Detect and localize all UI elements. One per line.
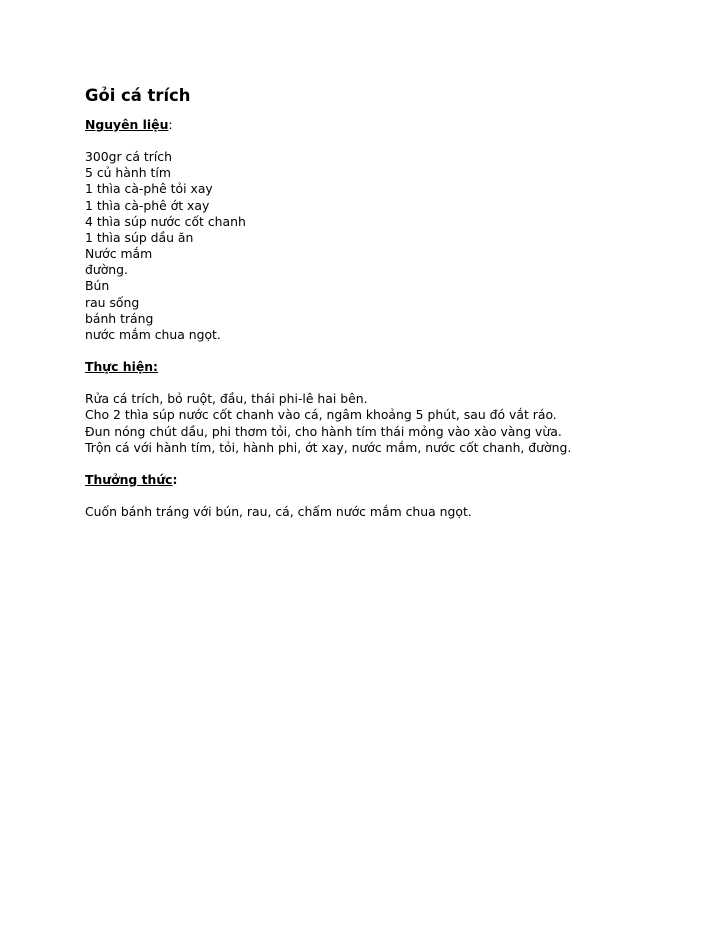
ingredient-item: 1 thìa cà-phê ớt xay (85, 197, 210, 213)
serving-heading (85, 472, 695, 488)
method-step: Cho 2 thìa súp nước cốt chanh vào cá, ngâm khoảng 5 phút, sau đó vắt ráo. (85, 407, 557, 423)
ingredient-item: rau sống (85, 294, 140, 310)
ingredients-list (85, 149, 695, 343)
ingredient-item: 1 thìa súp dầu ăn (85, 229, 194, 245)
serving-heading-colon: : (172, 471, 178, 487)
section-spacer (85, 343, 695, 359)
recipe-title: Gỏi cá trích (85, 86, 191, 105)
ingredient-item: Nước mắm (85, 246, 153, 262)
method-heading-label: Thực hiện: (85, 359, 159, 375)
ingredient-item: 300gr cá trích (85, 149, 172, 165)
serving-text: Cuốn bánh tráng với bún, rau, cá, chấm nước mắm chua ngọt. (85, 503, 472, 519)
ingredient-item: 5 củ hành tím (85, 165, 171, 181)
ingredient-item: đường. (85, 262, 128, 278)
method-steps (85, 391, 695, 456)
method-step: Trộn cá với hành tím, tỏi, hành phi, ớt xay, nước mắm, nước cốt chanh, đường. (85, 439, 572, 455)
method-heading (85, 359, 695, 375)
method-step: Rửa cá trích, bỏ ruột, đầu, thái phi-lê hai bên. (85, 391, 368, 407)
ingredients-heading-colon: : (168, 117, 173, 132)
serving-heading-label: Thưởng thức (85, 471, 173, 487)
method-step: Đun nóng chút dầu, phi thơm tỏi, cho hành tím thái mỏng vào xào vàng vừa. (85, 423, 562, 439)
ingredient-item: 1 thìa cà-phê tỏi xay (85, 181, 213, 197)
ingredients-heading-label: Nguyên liệu (85, 117, 169, 132)
ingredient-item: 4 thìa súp nước cốt chanh (85, 213, 246, 229)
section-spacer (85, 456, 695, 472)
ingredient-item: bánh tráng (85, 310, 154, 326)
serving-section (85, 504, 695, 520)
recipe-document (85, 86, 695, 520)
ingredient-item: Bún (85, 278, 110, 294)
ingredients-heading (85, 117, 695, 133)
ingredient-item: nước mắm chua ngọt. (85, 326, 221, 342)
